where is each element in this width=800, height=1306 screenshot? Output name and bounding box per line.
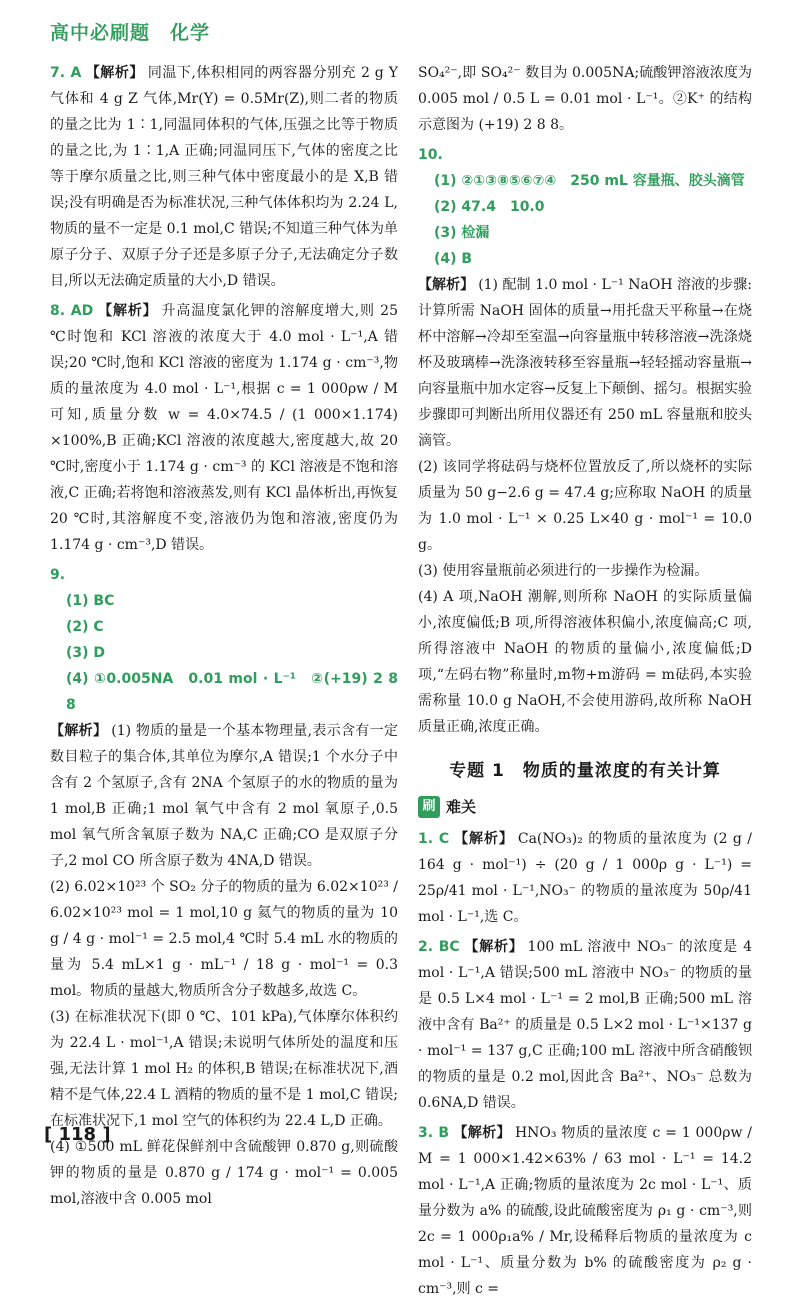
answer-part: (2) C bbox=[66, 619, 104, 635]
analysis-paragraph: (1) 物质的量是一个基本物理量,表示含有一定数目粒子的集合体,其单位为摩尔,A 错误;1 个水分子中含有 2 个氢原子,含有 2NA 个氢原子的水的物质的量为 1 mol,B 正确;1 mol 氧气中含有 2 mol 氧原子,0.5 mol 氧气所含氧原子数为 NA,C 正确;CO 是双原子分子,2 mol CO 所含原子数为 4NA,D 错误。 bbox=[50, 723, 398, 869]
question-text: 升高温度氯化钾的溶解度增大,则 25 ℃时饱和 KCl 溶液的浓度大于 4.0 mol · L⁻¹,A 错误;20 ℃时,饱和 KCl 溶液的密度为 1.174 g · cm⁻³,物质的量浓度为 4.0 mol · L⁻¹,根据 c = 1 000ρw / M 可知,质量分数 w = 4.0×74.5 / (1 000×1.174) ×100%,B 正确;KCl 溶液的浓度越大,密度越大,故 20 ℃时,密度小于 1.174 g · cm⁻³ 的 KCl 溶液是不饱和溶液,C 正确;若将饱和溶液蒸发,则有 KCl 晶体析出,再恢复 20 ℃时,其溶解度不变,溶液仍为饱和溶液,密度仍为 1.174 g · cm⁻³,D 错误。 bbox=[50, 303, 398, 553]
analysis-tag: 【解析】 bbox=[453, 1125, 511, 1141]
question-number: 10. bbox=[418, 147, 443, 163]
answer-part: (3) D bbox=[66, 645, 106, 661]
analysis-paragraph: (4) ①500 mL 鲜花保鲜剂中含硫酸钾 0.870 g,则硫酸钾的物质的量是 0.870 g / 174 g · mol⁻¹ = 0.005 mol,溶液中含 0.005 mol bbox=[50, 1139, 398, 1207]
analysis-paragraph: (1) 配制 1.0 mol · L⁻¹ NaOH 溶液的步骤:计算所需 NaOH 固体的质量→用托盘天平称量→在烧杯中溶解→冷却至室温→向容量瓶中转移溶液→洗涤烧杯及玻璃棒→洗涤液转移至容量瓶→轻轻摇动容量瓶→向容量瓶中加水定容→反复上下颠倒、摇匀。根据实验步骤即可判断出所用仪器还有 250 mL 容量瓶和胶头滴管。 bbox=[418, 277, 752, 449]
question-9-continued: SO₄²⁻,即 SO₄²⁻ 数目为 0.005NA;硫酸钾溶液浓度为 0.005 mol / 0.5 L = 0.01 mol · L⁻¹。②K⁺ 的结构示意图为 (+19) 2 8 8。 bbox=[418, 65, 752, 133]
level-label: 难关 bbox=[446, 798, 477, 816]
question-10 bbox=[418, 142, 752, 740]
question-text: HNO₃ 物质的量浓度 c = 1 000ρw / M = 1 000×1.42×63% / 63 mol · L⁻¹ = 14.2 mol · L⁻¹,A 正确;物质的量浓度为 2c mol · L⁻¹、质量分数为 a% 的硫酸,设此硫酸密度为 ρ₁ g · cm⁻³,则 2c = 1 000ρ₁a% / Mr,设稀释后物质的量浓度为 c mol · L⁻¹、质量分数为 b% 的硫酸密度为 ρ₂ g · cm⁻³,则 c = bbox=[418, 1125, 753, 1297]
question-text: 同温下,体积相同的两容器分别充 2 g Y 气体和 4 g Z 气体,Mr(Y) = 0.5Mr(Z),则二者的物质的量之比为 1∶1,同温同体积的气体,压强之比等于物质的量之比,为 1∶1,A 正确;同温同压下,气体的密度之比等于摩尔质量之比,则三种气体中密度最小的是 X,B 错误;没有明确是否为标准状况,三种气体体积均为 2.24 L,物质的量不一定是 0.1 mol,C 错误;不知道三种气体为单原子分子、双原子分子还是多原子分子,无法确定分子数目,所以无法确定质量的大小,D 错误。 bbox=[50, 65, 398, 289]
question-number: 9. bbox=[50, 567, 66, 583]
right-column bbox=[418, 60, 752, 1306]
left-column bbox=[50, 60, 398, 1216]
question-8 bbox=[50, 298, 398, 558]
page-header bbox=[0, 0, 800, 52]
analysis-tag: 【解析】 bbox=[453, 831, 514, 847]
answer-part: (3) 检漏 bbox=[434, 225, 490, 241]
answer-part: (2) 47.4 10.0 bbox=[434, 199, 545, 215]
question-number: 7. A bbox=[50, 65, 82, 81]
analysis-tag: 【解析】 bbox=[463, 939, 524, 955]
level-badge: 刷 bbox=[418, 796, 440, 818]
question-number: 2. BC bbox=[418, 939, 460, 955]
answer-part: (4) B bbox=[434, 251, 473, 267]
section-question-1 bbox=[418, 826, 752, 930]
question-number: 1. C bbox=[418, 831, 450, 847]
header-title: 高中必刷题 化学 bbox=[50, 22, 211, 44]
question-9 bbox=[50, 562, 398, 1212]
difficulty-level bbox=[418, 794, 752, 820]
answer-part: (1) BC bbox=[66, 593, 115, 609]
question-7 bbox=[50, 60, 398, 294]
analysis-tag: 【解析】 bbox=[50, 723, 108, 739]
analysis-tag: 【解析】 bbox=[85, 65, 144, 81]
question-number: 3. B bbox=[418, 1125, 449, 1141]
answer-part: (1) ②①③⑧⑤⑥⑦④ 250 mL 容量瓶、胶头滴管 bbox=[434, 173, 745, 189]
section-title: 专题 1 物质的量浓度的有关计算 bbox=[449, 761, 721, 781]
answer-part: (4) ①0.005NA 0.01 mol · L⁻¹ ②(+19) 2 8 8 bbox=[66, 671, 398, 713]
section-question-2 bbox=[418, 934, 752, 1116]
analysis-tag: 【解析】 bbox=[418, 277, 475, 293]
question-text: Ca(NO₃)₂ 的物质的量浓度为 (2 g / 164 g · mol⁻¹) ÷ (20 g / 1 000ρ g · L⁻¹) = 25ρ/41 mol · L⁻¹,NO₃⁻ 的物质的量浓度为 50ρ/41 mol · L⁻¹,选 C。 bbox=[418, 831, 752, 925]
page-number: [ 118 ] bbox=[44, 1124, 111, 1145]
analysis-paragraph: (3) 使用容量瓶前必须进行的一步操作为检漏。 bbox=[418, 563, 709, 579]
analysis-tag: 【解析】 bbox=[97, 303, 158, 319]
question-number: 8. AD bbox=[50, 303, 94, 319]
analysis-paragraph: (4) A 项,NaOH 潮解,则所称 NaOH 的实际质量偏小,浓度偏低;B 项,所得溶液体积偏小,浓度偏高;C 项,所得溶液中 NaOH 的物质的量偏小,浓度偏低;D 项,“左码右物”称量时,m物+m游码 = m砝码,本实验需称量 10.0 g NaOH,不会使用游码,故所称 NaOH 质量正确,浓度正确。 bbox=[418, 589, 752, 735]
analysis-paragraph: (3) 在标准状况下(即 0 ℃、101 kPa),气体摩尔体积约为 22.4 L · mol⁻¹,A 错误;未说明气体所处的温度和压强,无法计算 1 mol H₂ 的体积,B 错误;在标准状况下,酒精不是气体,22.4 L 酒精的物质的量不是 1 mol,C 错误;在标准状况下,1 mol 空气的体积约为 22.4 L,D 正确。 bbox=[50, 1009, 398, 1129]
question-text: 100 mL 溶液中 NO₃⁻ 的浓度是 4 mol · L⁻¹,A 错误;500 mL 溶液中 NO₃⁻ 的物质的量是 0.5 L×4 mol · L⁻¹ = 2 mol,B 正确;500 mL 溶液中含有 Ba²⁺ 的质量是 0.5 L×2 mol · L⁻¹×137 g · mol⁻¹ = 137 g,C 正确;100 mL 溶液中所含硝酸钡的物质的量是 0.2 mol,因此含 Ba²⁺、NO₃⁻ 总数为 0.6NA,D 错误。 bbox=[418, 939, 752, 1111]
analysis-paragraph: (2) 6.02×10²³ 个 SO₂ 分子的物质的量为 6.02×10²³ / 6.02×10²³ mol = 1 mol,10 g 氦气的物质的量为 10 g / 4 g · mol⁻¹ = 2.5 mol,4 ℃时 5.4 mL 水的物质的量为 5.4 mL×1 g · mL⁻¹ / 18 g · mol⁻¹ = 0.3 mol。物质的量越大,物质所含分子数越多,故选 C。 bbox=[50, 879, 398, 999]
section-question-3 bbox=[418, 1120, 752, 1302]
analysis-paragraph: (2) 该同学将砝码与烧杯位置放反了,所以烧杯的实际质量为 50 g−2.6 g = 47.4 g;应称取 NaOH 的质量为 1.0 mol · L⁻¹ × 0.25 L×40 g · mol⁻¹ = 10.0 g。 bbox=[418, 459, 752, 553]
